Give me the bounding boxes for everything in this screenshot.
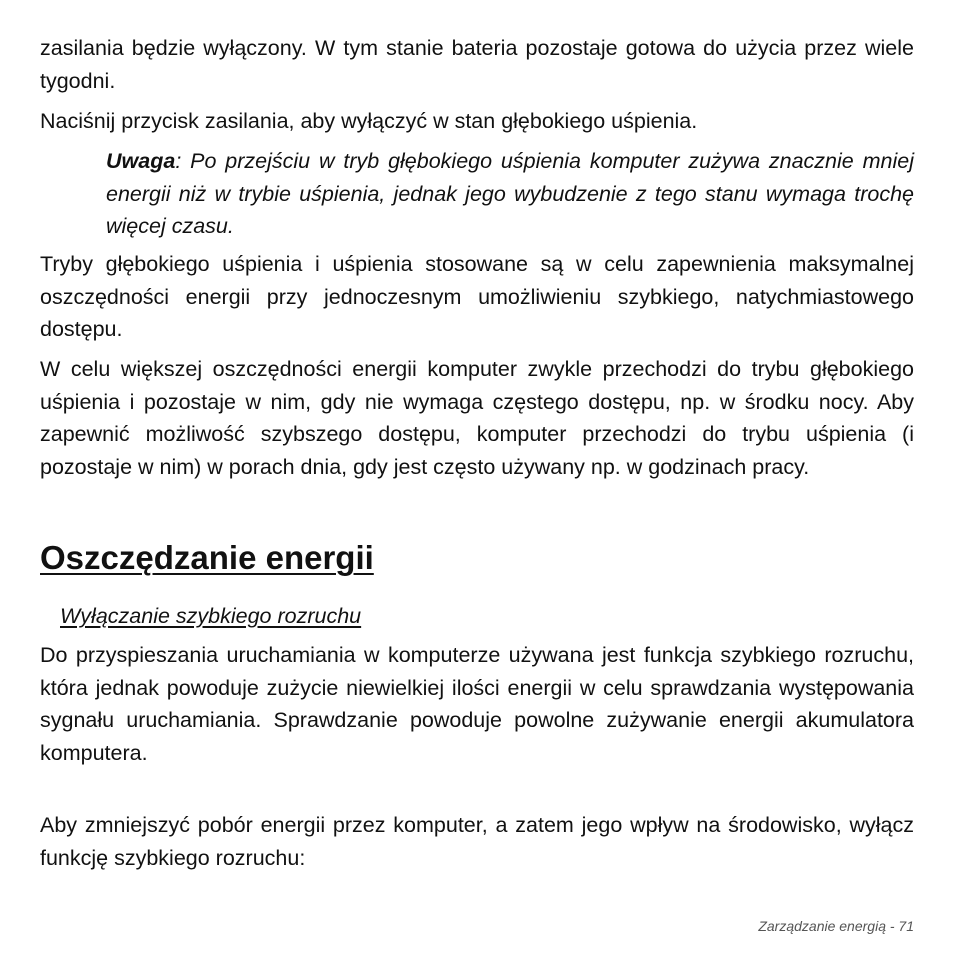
document-page	[40, 0, 914, 954]
note-block	[106, 145, 914, 243]
note-label: Uwaga	[106, 149, 176, 173]
paragraph-power-button: Naciśnij przycisk zasilania, aby wyłączyć w stan głębokiego uśpienia.	[40, 109, 698, 133]
paragraph-disable-fast-startup: Aby zmniejszyć pobór energii przez komputer, a zatem jego wpływ na środowisko, wyłącz funkcję szybkiego rozruchu:	[40, 813, 914, 870]
paragraph-sleep-modes: Tryby głębokiego uśpienia i uśpienia stosowane są w celu zapewnienia maksymalnej oszczędności energii przy jednoczesnym umożliwieniu szybkiego, natychmiastowego dostępu.	[40, 252, 914, 341]
paragraph-fast-startup: Do przyspieszania uruchamiania w komputerze używana jest funkcja szybkiego rozruchu, która jednak powoduje zużycie niewielkiej ilości energii w celu sprawdzania występowania sygnału uruchamiania. Sprawdzanie powoduje powolne zużywanie energii akumulatora komputera.	[40, 643, 914, 765]
subsection-heading: Wyłączanie szybkiego rozruchu	[60, 604, 362, 628]
paragraph-battery-standby: zasilania będzie wyłączony. W tym stanie bateria pozostaje gotowa do użycia przez wiele tygodni.	[40, 36, 914, 93]
page-footer: Zarządzanie energią - 71	[758, 918, 914, 934]
note-text: : Po przejściu w tryb głębokiego uśpienia komputer zużywa znacznie mniej energii niż w trybie uśpienia, jednak jego wybudzenie z tego stanu wymaga trochę więcej czasu.	[106, 149, 914, 238]
paragraph-energy-saving: W celu większej oszczędności energii komputer zwykle przechodzi do trybu głębokiego uśpienia i pozostaje w nim, gdy nie wymaga częstego dostępu, np. w środku nocy. Aby zapewnić możliwość szybszego dostępu, komputer przechodzi do trybu uśpienia (i pozostaje w nim) w porach dnia, gdy jest często używany np. w godzinach pracy.	[40, 357, 914, 479]
section-heading: Oszczędzanie energii	[40, 539, 374, 576]
